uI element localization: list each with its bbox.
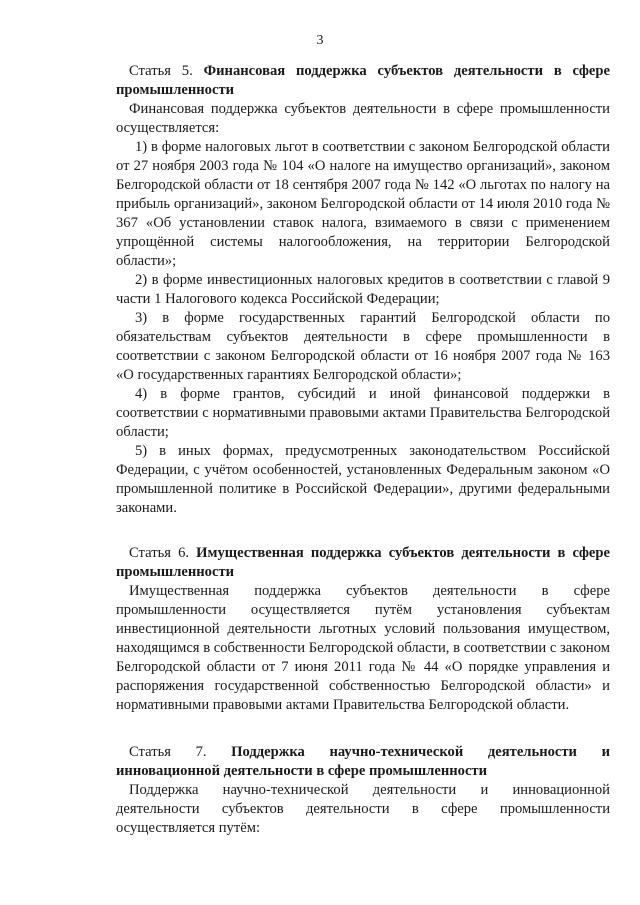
article-5-label: Статья 5.	[129, 63, 193, 79]
article-5-title: Финансовая поддержка субъектов деятельности в сфере промышленности	[116, 63, 611, 98]
article-5-item-5: 5) в иных формах, предусмотренных законодательством Российской Федерации, с учётом особенностей, установленных Федеральным законом «О промышленной политике в Российской Федерации», другими федеральными законами.	[116, 443, 610, 516]
article-7-heading	[116, 743, 610, 781]
article-6-heading	[116, 544, 610, 582]
article-7-body: Поддержка научно-технической деятельности и инновационной деятельности субъектов деятельности в сфере промышленности осуществляется путём:	[116, 782, 610, 836]
article-6-body: Имущественная поддержка субъектов деятельности в сфере промышленности осуществляется путём установления субъектам инвестиционной деятельности льготных условий пользования имуществом, находящимся в собственности Белгородской области, в соответствии с законом Белгородской области от 7 июня 2011 года № 44 «О порядке управления и распоряжения государственной собственностью Белгородской области» и нормативными правовыми актами Правительства Белгородской области.	[116, 583, 610, 713]
article-5-intro: Финансовая поддержка субъектов деятельности в сфере промышленности осуществляется:	[116, 101, 610, 136]
article-7-label: Статья 7.	[129, 744, 207, 760]
article-5-item-1: 1) в форме налоговых льгот в соответствии с законом Белгородской области от 27 ноября 2003 года № 104 «О налоге на имущество организаций», законом Белгородской области от 18 сентября 2007 года № 142 «О льготах по налогу на прибыль организаций», законом Белгородской области от 14 июля 2010 года № 367 «Об установлении ставок налога, взимаемого в связи с применением упрощённой системы налогообложения, на территории Белгородской области»;	[116, 139, 610, 269]
article-5-item-2: 2) в форме инвестиционных налоговых кредитов в соответствии с главой 9 части 1 Налогового кодекса Российской Федерации;	[116, 272, 610, 307]
page-number: 3	[316, 33, 324, 48]
article-7-title: Поддержка научно-технической деятельности и инновационной деятельности в сфере промышленности	[116, 744, 610, 779]
document-body	[116, 62, 610, 838]
article-5-heading	[116, 62, 610, 100]
article-6-title: Имущественная поддержка субъектов деятельности в сфере промышленности	[116, 545, 610, 580]
article-5-item-3: 3) в форме государственных гарантий Белгородской области по обязательствам субъектов деятельности в сфере промышленности в соответствии с законом Белгородской области от 16 ноября 2007 года № 163 «О государственных гарантиях Белгородской области»;	[116, 310, 610, 383]
article-6-label: Статья 6.	[129, 545, 190, 561]
article-5-item-4: 4) в форме грантов, субсидий и иной финансовой поддержки в соответствии с нормативными правовыми актами Правительства Белгородской области;	[116, 386, 610, 440]
